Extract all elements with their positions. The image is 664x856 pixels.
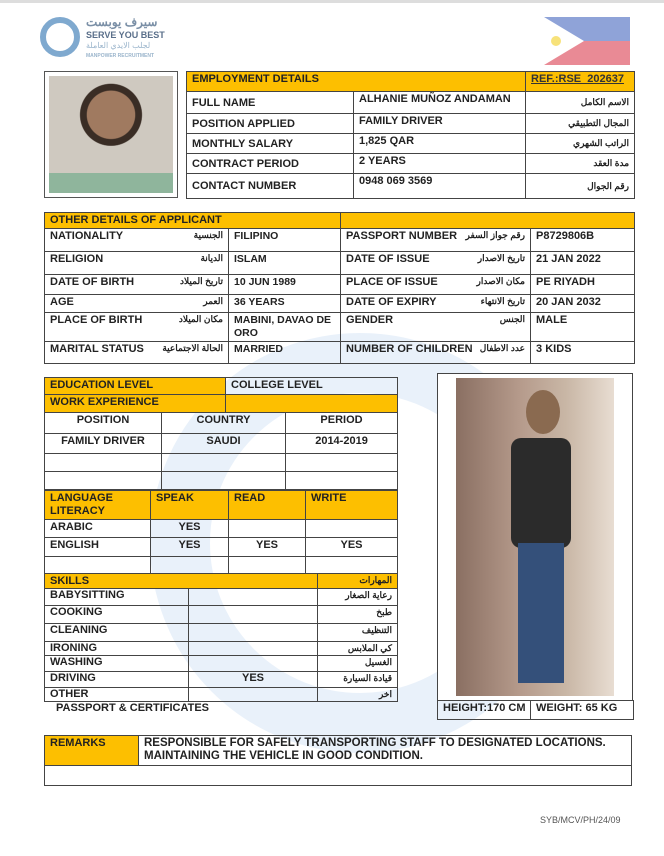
employment-row [187,92,635,114]
skill-name-arabic: اخر [318,688,398,702]
logo-mark-icon [40,17,80,57]
detail-label-cell [45,342,229,364]
skill-name-arabic: كي الملابس [318,642,398,656]
work-col-position: POSITION [45,413,162,434]
speak-header: SPEAK [151,491,229,520]
detail-label: AGE [50,296,74,308]
skill-name: WASHING [45,656,189,672]
read-value [229,557,306,575]
skill-name: IRONING [45,642,189,656]
detail-value: MARRIED [229,342,341,364]
other-details-table [44,212,635,364]
work-row [45,454,398,472]
detail-label: PLACE OF ISSUE [346,276,438,288]
work-experience-header: WORK EXPERIENCE [45,395,226,413]
detail-value: 36 YEARS [229,295,341,313]
remarks-text: RESPONSIBLE FOR SAFELY TRANSPORTING STAFF TO DESIGNATED LOCATIONS. MAINTAINING THE VEHICLE IN GOOD CONDITION. [139,736,632,766]
detail-value: MALE [531,313,635,342]
skills-header-arabic: المهارات [318,574,398,589]
employment-row [187,174,635,199]
field-label-arabic: الراتب الشهري [526,134,635,154]
detail-label: RELIGION [50,253,104,265]
applicant-headshot-frame [44,71,178,198]
detail-row [45,313,635,342]
logo-sub: MANPOWER RECRUITMENT [86,53,155,59]
skill-value [189,624,318,642]
skill-name: DRIVING [45,672,189,688]
read-value [229,520,306,538]
employment-header: EMPLOYMENT DETAILS [187,72,526,92]
speak-value: YES [151,538,229,557]
language-row [45,520,398,538]
language-table [44,490,398,575]
detail-label-arabic: الجنسية [193,230,223,240]
write-header: WRITE [306,491,398,520]
detail-label: DATE OF BIRTH [50,276,135,288]
company-logo [40,15,180,65]
skill-name-arabic: قيادة السيارة [318,672,398,688]
skill-value [189,606,318,624]
field-label: POSITION APPLIED [187,114,354,134]
detail-label-cell [45,275,229,295]
detail-label-cell [341,252,531,275]
logo-arabic: سيرف يوبست [86,15,158,29]
skill-name: OTHER [45,688,189,702]
detail-value: 10 JUN 1989 [229,275,341,295]
passport-certificates-label: PASSPORT & CERTIFICATES [56,702,209,714]
skill-value [189,642,318,656]
skill-name: COOKING [45,606,189,624]
skill-row [45,606,398,624]
skill-row [45,688,398,702]
detail-value: ISLAM [229,252,341,275]
skill-value [189,589,318,606]
work-row [45,472,398,490]
speak-value: YES [151,520,229,538]
detail-label: NUMBER OF CHILDREN [346,343,473,355]
detail-label: GENDER [346,314,394,326]
detail-label-arabic: الجنس [499,314,526,324]
work-position: FAMILY DRIVER [45,434,162,454]
detail-label: DATE OF EXPIRY [346,296,437,308]
skill-value [189,656,318,672]
document-code: SYB/MCV/PH/24/09 [540,815,621,825]
weight-value: WEIGHT: 65 KG [531,701,634,720]
philippines-flag-icon [544,17,630,65]
work-position [45,454,162,472]
skills-table [44,573,398,702]
detail-label-arabic: الحالة الاجتماعية [162,343,223,353]
detail-label: DATE OF ISSUE [346,253,430,265]
detail-row [45,342,635,364]
detail-value: 21 JAN 2022 [531,252,635,275]
skill-row [45,656,398,672]
detail-label-arabic: الديانة [200,253,223,263]
field-value: 0948 069 3569 [354,174,526,199]
detail-value: 3 KIDS [531,342,635,364]
detail-label-arabic: عدد الاطفال [479,343,526,353]
skill-row [45,672,398,688]
detail-label-arabic: تاريخ الانتهاء [480,296,526,306]
language-row [45,538,398,557]
field-value: 2 YEARS [354,154,526,174]
other-details-header: OTHER DETAILS OF APPLICANT [45,213,341,229]
employment-row [187,154,635,174]
work-country [162,472,286,490]
work-col-country: COUNTRY [162,413,286,434]
read-header: READ [229,491,306,520]
detail-value: PE RIYADH [531,275,635,295]
write-value [306,557,398,575]
skill-name-arabic: الغسيل [318,656,398,672]
applicant-headshot [49,76,173,193]
detail-label-cell [341,229,531,252]
field-label: CONTRACT PERIOD [187,154,354,174]
detail-label-cell [45,252,229,275]
detail-label: PASSPORT NUMBER [346,230,458,242]
education-work-table [44,377,398,490]
language-row [45,557,398,575]
detail-value: P8729806B [531,229,635,252]
speak-value [151,557,229,575]
detail-row [45,275,635,295]
skill-name: BABYSITTING [45,589,189,606]
work-country [162,454,286,472]
write-value: YES [306,538,398,557]
remarks-label: REMARKS [45,736,139,766]
height-weight-table [437,700,634,720]
field-label-arabic: الاسم الكامل [526,92,635,114]
language-name: ENGLISH [45,538,151,557]
read-value: YES [229,538,306,557]
applicant-full-photo [456,378,614,696]
remarks-table [44,735,632,786]
skill-row [45,624,398,642]
field-label: MONTHLY SALARY [187,134,354,154]
skill-value: YES [189,672,318,688]
field-label-arabic: المجال التطبيقي [526,114,635,134]
employment-details-table [186,71,635,199]
field-value: 1,825 QAR [354,134,526,154]
employment-row [187,114,635,134]
reference-number: REF.:RSE_202637 [526,72,635,92]
work-country: SAUDI [162,434,286,454]
education-value: COLLEGE LEVEL [226,378,398,395]
detail-label-cell [341,275,531,295]
detail-label-arabic: رقم جواز السفر [465,230,526,240]
language-name [45,557,151,575]
skill-name-arabic: التنظيف [318,624,398,642]
detail-label-cell [45,229,229,252]
applicant-full-photo-frame [437,373,633,701]
detail-label-cell [341,313,531,342]
detail-label-arabic: العمر [203,296,223,306]
field-label-arabic: مدة العقد [526,154,635,174]
logo-name: SERVE YOU BEST [86,30,165,40]
detail-label: NATIONALITY [50,230,124,242]
skill-name-arabic: رعاية الصغار [318,589,398,606]
work-period [286,454,398,472]
field-value: FAMILY DRIVER [354,114,526,134]
detail-label: MARITAL STATUS [50,343,144,355]
detail-value: 20 JAN 2032 [531,295,635,313]
detail-label: PLACE OF BIRTH [50,314,143,326]
logo-arabic-sub: لجلب الايدي العاملة [86,41,151,50]
detail-value: FILIPINO [229,229,341,252]
skill-name: CLEANING [45,624,189,642]
work-period [286,472,398,490]
detail-label-cell [45,313,229,342]
language-header: LANGUAGE LITERACY [45,491,151,520]
detail-label-arabic: تاريخ الاصدار [477,253,526,263]
work-col-period: PERIOD [286,413,398,434]
field-value: ALHANIE MUÑOZ ANDAMAN [354,92,526,114]
detail-label-arabic: مكان الاصدار [476,276,526,286]
skills-header: SKILLS [45,574,318,589]
detail-label-cell [341,295,531,313]
detail-label-arabic: تاريخ الميلاد [180,276,223,286]
skill-value [189,688,318,702]
work-period: 2014-2019 [286,434,398,454]
detail-label-cell [341,342,531,364]
detail-row [45,295,635,313]
language-name: ARABIC [45,520,151,538]
detail-label-cell [45,295,229,313]
write-value [306,520,398,538]
work-position [45,472,162,490]
field-label-arabic: رقم الجوال [526,174,635,199]
detail-value: MABINI, DAVAO DE ORO [229,313,341,342]
field-label: FULL NAME [187,92,354,114]
skill-row [45,589,398,606]
detail-row [45,229,635,252]
education-label: EDUCATION LEVEL [45,378,226,395]
work-row [45,434,398,454]
detail-label-arabic: مكان الميلاد [178,314,223,324]
skill-name-arabic: طبخ [318,606,398,624]
detail-row [45,252,635,275]
height-value: HEIGHT:170 CM [438,701,531,720]
skill-row [45,642,398,656]
field-label: CONTACT NUMBER [187,174,354,199]
employment-row [187,134,635,154]
